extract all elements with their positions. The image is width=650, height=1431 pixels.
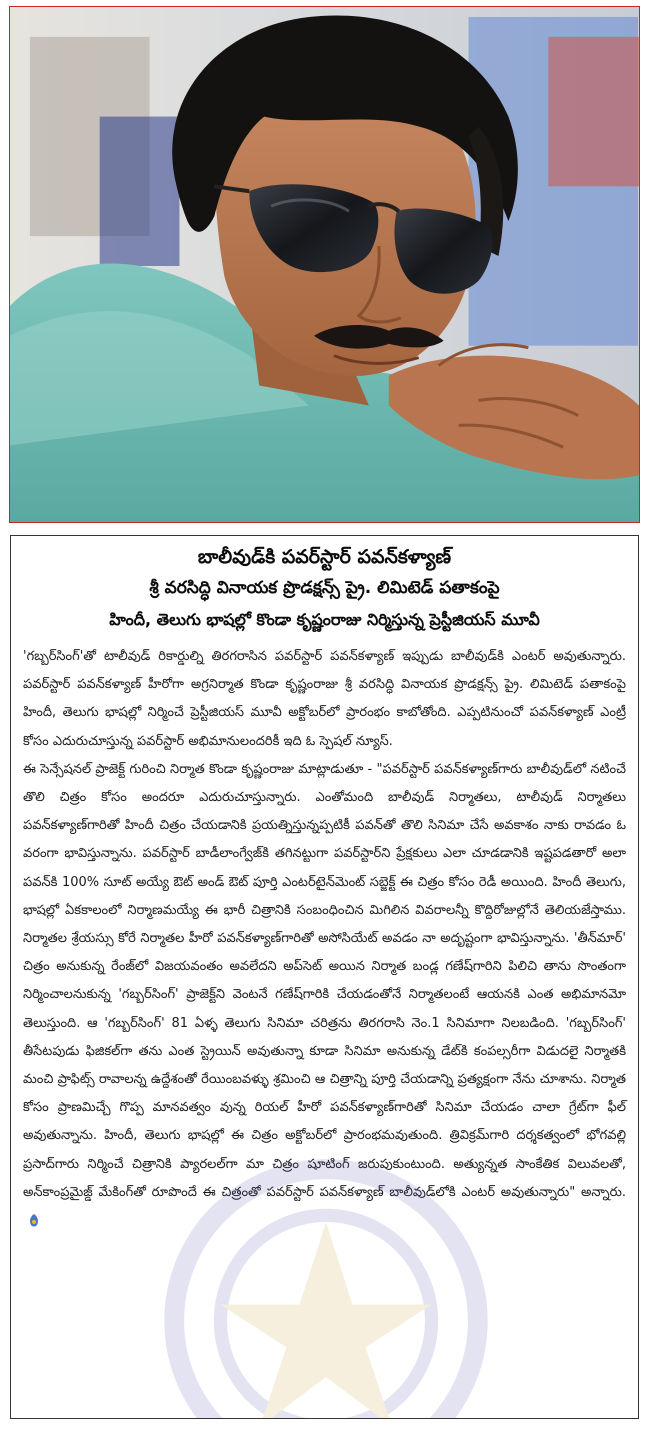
actor-portrait-illustration	[10, 7, 639, 522]
headline-tertiary: హిందీ, తెలుగు భాషల్లో కొండా కృష్ణంరాజు నిర్మిస్తున్న ప్రెస్టీజియస్ మూవీ	[109, 610, 540, 629]
article-paragraph	[23, 756, 626, 1235]
article-box	[10, 535, 639, 1419]
headline-secondary: శ్రీ వరసిద్ధి వినాయక ప్రొడక్షన్స్ ప్రై. లిమిటెడ్ పతాకంపై	[149, 578, 500, 598]
headline-primary: బాలీవుడ్‌కి పవర్‌స్టార్ పవన్‌కళ్యాణ్	[197, 546, 452, 568]
article-paragraph: 'గబ్బర్‌సింగ్'తో టాలీవుడ్ రికార్డుల్ని తిరగరాసిన పవర్‌స్టార్ పవన్‌కళ్యాణ్ ఇప్పుడు బాలీవుడ్‌కి ఎంటర్ అవుతున్నారు. పవర్‌స్టార్ పవన్‌కళ్యాణ్ హీరోగా అగ్రనిర్మాత కొండా కృష్ణంరాజు శ్రీ వరసిద్ధి వినాయక ప్రొడక్షన్స్ ప్రై. లిమిటెడ్ పతాకంపై హిందీ, తెలుగు భాషల్లో నిర్మించే ప్రెస్టీజియస్ మూవీ అక్టోబర్‌లో ప్రారంభం కాబోతోంది. ఎప్పటినుంచో పవన్‌కళ్యాణ్ ఎంట్రీ కోసం ఎదురుచూస్తున్న పవర్‌స్టార్ అభిమానులందరికీ ఇది ఓ స్పెషల్ న్యూస్.	[23, 649, 626, 749]
article-paragraph-text: ఈ సెన్సేషనల్ ప్రాజెక్ట్ గురించి నిర్మాత కొండా కృష్ణంరాజు మాట్లాడుతూ - "పవర్‌స్టార్ పవన్‌కళ్యాణ్‌గారు బాలీవుడ్‌లో నటించే తొలి చిత్రం కోసం అందరూ ఎదురుచూస్తున్నారు. ఎంతోమంది బాలీవుడ్ నిర్మాతలు, టాలీవుడ్ నిర్మాతలు పవన్‌కళ్యాణ్‌గారితో హిందీ చిత్రం చేయడానికి ప్రయత్నిస్తున్నప్పటికీ పవన్‌తో తొలి సినిమా చేసే అవకాశం నాకు రావడం ఓ వరంగా భావిస్తున్నాను. పవర్‌స్టార్ బాడీలాంగ్వేజ్‌కి తగినట్టుగా పవర్‌స్టార్‌ని ప్రేక్షకులు ఎలా చూడడానికి ఇష్టపడతారో అలా పవన్‌కి 100% సూట్ అయ్యే ఔట్ అండ్ ఔట్ పూర్తి ఎంటర్‌టైన్‌మెంట్ సబ్జెక్ట్ ఈ చిత్రం కోసం రెడీ అయింది. హిందీ తెలుగు, భాషల్లో ఏకకాలంలో నిర్మాణమయ్యే ఈ భారీ చిత్రానికి సంబంధించిన మిగిలిన వివరాలన్నీ కొద్దిరోజుల్లోనే తెలియజేస్తాము. నిర్మాతల శ్రేయస్సు కోరే నిర్మాతల హీరో పవన్‌కళ్యాణ్‌గారితో అసోసియేట్ అవడం నా అదృష్టంగా భావిస్తున్నాను. 'తీన్‌మార్' చిత్రం అనుకున్న రేంజ్‌లో విజయవంతం అవలేదని అప్‌సెట్ అయిన నిర్మాత బండ్ల గణేష్‌గారిని పిలిచి తాను సొంతంగా నిర్మించాలనుకున్న 'గబ్బర్‌సింగ్' ప్రాజెక్ట్‌ని వెంటనే గణేష్‌గారికి చేయడంతోనే నిర్మాతలంటే ఆయనకి ఎంత అభిమానమో తెలుస్తుంది. ఆ 'గబ్బర్‌సింగ్' 81 ఏళ్ళ తెలుగు సినిమా చరిత్రను తిరగరాసి నెం.1 సినిమాగా నిలబడింది. 'గబ్బర్‌సింగ్' తీసేటపుడు ఫిజికల్‌గా తను ఎంత స్ట్రెయిన్ అవుతున్నా కూడా సినిమా అనుకున్న డేట్‌కి కంపల్సరీగా విడుదలై నిర్మాతకి మంచి ప్రాఫిట్స్ రావాలన్న ఉద్దేశంతో రేయింబవళ్ళు శ్రమించి ఆ చిత్రాన్ని పూర్తి చేయడాన్ని ప్రత్యక్షంగా నేను చూశాను. నిర్మాత కోసం ప్రాణమిచ్చే గొప్ప మానవత్వం వున్న రియల్ హీరో పవన్‌కళ్యాణ్‌గారితో సినిమా చేయడం చాలా గ్రేట్‌గా ఫీల్ అవుతున్నాను. హిందీ, తెలుగు భాషల్లో ఈ చిత్రం అక్టోబర్‌లో ప్రారంభమవుతుంది. త్రివిక్రమ్‌గారి దర్శకత్వంలో భోగవల్లి ప్రసాద్‌గారు నిర్మించే చిత్రానికి ప్యారలల్‌గా మా చిత్రం షూటింగ్ జరుపుకుంటుంది. అత్యున్నత సాంకేతిక విలువలతో, అన్‌కాంప్రమైజ్డ్ మేకింగ్‌తో రూపొందే ఈ చిత్రంతో పవర్‌స్టార్ పవన్‌కళ్యాణ్ బాలీవుడ్‌లోకి ఎంటర్ అవుతున్నారు" అన్నారు.	[23, 761, 626, 1200]
end-mark-icon	[27, 1213, 41, 1229]
hero-photo	[9, 6, 640, 523]
article-body	[23, 643, 626, 1235]
